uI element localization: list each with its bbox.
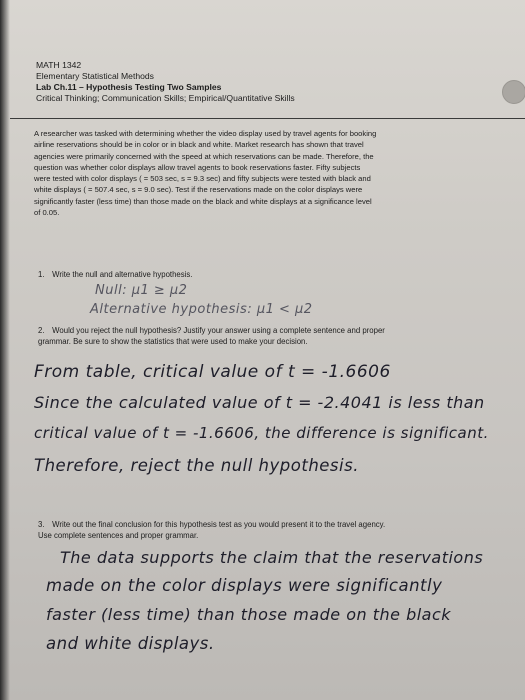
answer-line: The data supports the claim that the reservations — [60, 548, 484, 567]
worksheet-header — [36, 60, 496, 104]
answer-line: made on the color displays were significantly — [46, 576, 443, 595]
question-text: grammar. Be sure to show the statistics that were used to make your decision. — [38, 336, 308, 346]
problem-line: agencies were primarily concerned with the speed at which reservations can be made. Therefore, the — [34, 151, 374, 161]
binder-hole — [502, 80, 525, 104]
course-title: Elementary Statistical Methods — [36, 71, 154, 81]
answer-line: critical value of t = -1.6606, the difference is significant. — [34, 424, 489, 442]
page-edge-shadow — [0, 0, 10, 700]
lab-title: Lab Ch.11 – Hypothesis Testing Two Samples — [36, 82, 222, 92]
question-text: Use complete sentences and proper grammar. — [38, 530, 199, 540]
question-text: Would you reject the null hypothesis? Justify your answer using a complete sentence and proper — [52, 326, 385, 335]
problem-line: A researcher was tasked with determining whether the video display used by travel agents for booking — [34, 129, 377, 138]
question-number: 3. — [38, 520, 45, 529]
answer-line: Since the calculated value of t = -2.4041 is less than — [34, 393, 485, 412]
answer-line: Therefore, reject the null hypothesis. — [34, 456, 359, 475]
question-number: 1. — [38, 270, 45, 279]
answer-null-hypothesis: Null: μ1 ≥ μ2 — [95, 283, 188, 298]
question-text: Write the null and alternative hypothesis. — [52, 270, 193, 279]
question-text: Write out the final conclusion for this hypothesis test as you would present it to the travel agency. — [52, 520, 386, 529]
answer-line: and white displays. — [46, 634, 215, 653]
problem-line: white displays ( = 507.4 sec, s = 9.0 sec). Test if the reservations made on the color displays were — [34, 185, 363, 195]
question-1 — [38, 270, 488, 281]
answer-line: faster (less time) than those made on the black — [46, 605, 452, 624]
question-3 — [38, 520, 488, 541]
problem-line: significantly faster (less time) than those made on the black and white displays at a significance level — [34, 196, 372, 206]
course-number: MATH 1342 — [36, 60, 82, 70]
answer-alternative-hypothesis: Alternative hypothesis: μ1 < μ2 — [90, 302, 313, 317]
problem-line: airline reservations should be in color or in black and white. Market research has shown that travel — [34, 140, 364, 150]
problem-statement — [34, 128, 496, 218]
answer-line: From table, critical value of t = -1.6606 — [34, 362, 391, 382]
question-number: 2. — [38, 326, 45, 335]
header-divider — [10, 118, 525, 119]
problem-line: of 0.05. — [34, 208, 60, 218]
skills-line: Critical Thinking; Communication Skills; Empirical/Quantitative Skills — [36, 93, 295, 103]
question-2 — [38, 326, 488, 347]
problem-line: were tested with color displays ( = 503 sec, s = 9.3 sec) and fifty subjects were tested with black and — [34, 174, 371, 184]
problem-line: question was whether color displays allow travel agents to book reservations faster. Fifty subjects — [34, 162, 361, 172]
